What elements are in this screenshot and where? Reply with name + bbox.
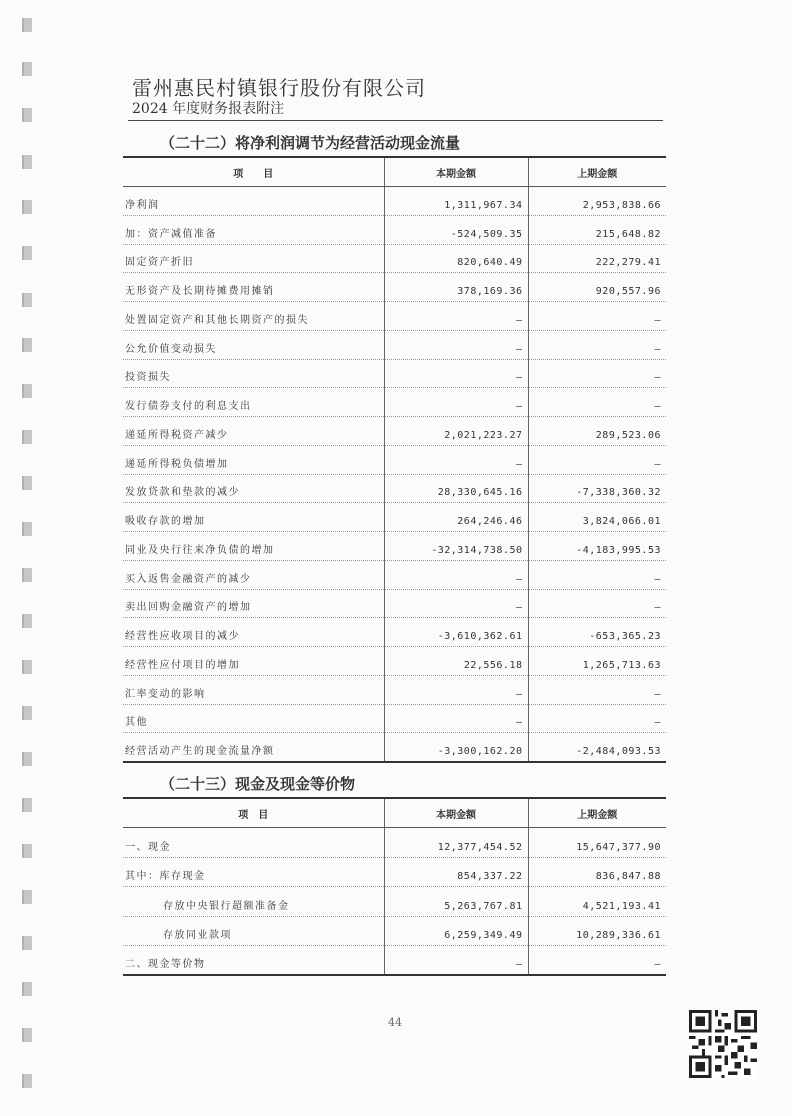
table-row — [123, 330, 666, 359]
table-header-row — [123, 798, 666, 828]
row-item-label: 无形资产及长期待摊费用摊销 — [123, 273, 384, 302]
row-current-amount: 5,263,767.81 — [384, 887, 528, 917]
table-row — [123, 560, 666, 589]
table-row — [123, 359, 666, 388]
row-current-amount: 378,169.36 — [384, 273, 528, 302]
row-current-amount: – — [384, 946, 528, 976]
table-row — [123, 946, 666, 976]
row-item-label: 吸收存款的增加 — [123, 503, 384, 532]
table-row — [123, 828, 666, 858]
row-item-label: 其中：库存现金 — [123, 857, 384, 887]
cashflow-reconciliation-table — [123, 156, 666, 763]
row-current-amount: -524,509.35 — [384, 215, 528, 244]
row-current-amount: 1,311,967.34 — [384, 187, 528, 216]
row-current-amount: -3,300,162.20 — [384, 733, 528, 762]
row-current-amount: 6,259,349.49 — [384, 916, 528, 946]
column-header-current: 本期金额 — [384, 157, 528, 187]
table-row — [123, 916, 666, 946]
row-current-amount: 28,330,645.16 — [384, 474, 528, 503]
row-item-label: 经营性应收项目的减少 — [123, 618, 384, 647]
row-item-label: 经营性应付项目的增加 — [123, 647, 384, 676]
company-name: 雷州惠民村镇银行股份有限公司 — [132, 76, 426, 100]
table-row — [123, 589, 666, 618]
row-current-amount: 264,246.46 — [384, 503, 528, 532]
row-item-label: 存放中央银行超额准备金 — [123, 887, 384, 917]
row-previous-amount: – — [528, 302, 666, 331]
row-item-label: 处置固定资产和其他长期资产的损失 — [123, 302, 384, 331]
row-previous-amount: 4,521,193.41 — [528, 887, 666, 917]
row-item-label: 固定资产折旧 — [123, 244, 384, 273]
row-previous-amount: -653,365.23 — [528, 618, 666, 647]
table-row — [123, 417, 666, 446]
qr-code-icon — [689, 1010, 757, 1078]
row-item-label: 一、现金 — [123, 828, 384, 858]
row-previous-amount: 1,265,713.63 — [528, 647, 666, 676]
table-row — [123, 273, 666, 302]
table-row — [123, 445, 666, 474]
row-current-amount: – — [384, 302, 528, 331]
row-previous-amount: – — [528, 445, 666, 474]
row-current-amount: 854,337.22 — [384, 857, 528, 887]
section-title-cash-equivalents: （二十三）现金及现金等价物 — [160, 775, 356, 793]
row-previous-amount: 289,523.06 — [528, 417, 666, 446]
row-item-label: 买入返售金融资产的减少 — [123, 560, 384, 589]
row-previous-amount: – — [528, 589, 666, 618]
row-previous-amount: 2,953,838.66 — [528, 187, 666, 216]
row-previous-amount: 836,847.88 — [528, 857, 666, 887]
header-divider — [128, 120, 663, 121]
row-current-amount: – — [384, 675, 528, 704]
row-current-amount: – — [384, 445, 528, 474]
table-row — [123, 733, 666, 762]
table-row — [123, 474, 666, 503]
table-row — [123, 857, 666, 887]
row-previous-amount: -7,338,360.32 — [528, 474, 666, 503]
table-row — [123, 215, 666, 244]
table-row — [123, 244, 666, 273]
row-item-label: 递延所得税资产减少 — [123, 417, 384, 446]
row-item-label: 其他 — [123, 704, 384, 733]
row-item-label: 存放同业款项 — [123, 916, 384, 946]
row-item-label: 发行债券支付的利息支出 — [123, 388, 384, 417]
row-previous-amount: – — [528, 330, 666, 359]
column-header-current: 本期金额 — [384, 798, 528, 828]
row-item-label: 投资损失 — [123, 359, 384, 388]
report-subtitle: 2024 年度财务报表附注 — [132, 101, 285, 117]
row-previous-amount: -4,183,995.53 — [528, 532, 666, 561]
row-previous-amount: 10,289,336.61 — [528, 916, 666, 946]
table-row — [123, 647, 666, 676]
binding-holes — [22, 0, 34, 1116]
row-previous-amount: – — [528, 388, 666, 417]
row-previous-amount: 215,648.82 — [528, 215, 666, 244]
row-item-label: 二、现金等价物 — [123, 946, 384, 976]
row-current-amount: – — [384, 359, 528, 388]
table-row — [123, 187, 666, 216]
row-item-label: 汇率变动的影响 — [123, 675, 384, 704]
table-row — [123, 618, 666, 647]
page-number: 44 — [388, 1016, 402, 1029]
row-item-label: 净利润 — [123, 187, 384, 216]
row-current-amount: 12,377,454.52 — [384, 828, 528, 858]
table-row — [123, 532, 666, 561]
section-title-cashflow-reconciliation: （二十二）将净利润调节为经营活动现金流量 — [160, 134, 461, 152]
cash-equivalents-table — [123, 797, 666, 976]
row-previous-amount: -2,484,093.53 — [528, 733, 666, 762]
row-current-amount: – — [384, 560, 528, 589]
column-header-item: 项 目 — [123, 157, 384, 187]
row-current-amount: -32,314,738.50 — [384, 532, 528, 561]
row-previous-amount: 3,824,066.01 — [528, 503, 666, 532]
row-item-label: 同业及央行往来净负债的增加 — [123, 532, 384, 561]
row-item-label: 公允价值变动损失 — [123, 330, 384, 359]
row-current-amount: 820,640.49 — [384, 244, 528, 273]
row-previous-amount: 222,279.41 — [528, 244, 666, 273]
row-current-amount: -3,610,362.61 — [384, 618, 528, 647]
row-current-amount: 2,021,223.27 — [384, 417, 528, 446]
row-item-label: 经营活动产生的现金流量净额 — [123, 733, 384, 762]
row-previous-amount: – — [528, 704, 666, 733]
table-row — [123, 503, 666, 532]
table-row — [123, 675, 666, 704]
row-previous-amount: 15,647,377.90 — [528, 828, 666, 858]
table-row — [123, 302, 666, 331]
row-previous-amount: – — [528, 560, 666, 589]
row-current-amount: 22,556.18 — [384, 647, 528, 676]
row-item-label: 递延所得税负债增加 — [123, 445, 384, 474]
column-header-previous: 上期金额 — [528, 157, 666, 187]
row-current-amount: – — [384, 330, 528, 359]
row-previous-amount: – — [528, 675, 666, 704]
table-row — [123, 704, 666, 733]
column-header-item: 项 目 — [123, 798, 384, 828]
table-row — [123, 388, 666, 417]
table-row — [123, 887, 666, 917]
row-item-label: 加：资产减值准备 — [123, 215, 384, 244]
row-previous-amount: – — [528, 359, 666, 388]
row-item-label: 发放贷款和垫款的减少 — [123, 474, 384, 503]
column-header-previous: 上期金额 — [528, 798, 666, 828]
table-header-row — [123, 157, 666, 187]
row-previous-amount: – — [528, 946, 666, 976]
row-current-amount: – — [384, 589, 528, 618]
row-current-amount: – — [384, 388, 528, 417]
row-item-label: 卖出回购金融资产的增加 — [123, 589, 384, 618]
row-previous-amount: 920,557.96 — [528, 273, 666, 302]
row-current-amount: – — [384, 704, 528, 733]
